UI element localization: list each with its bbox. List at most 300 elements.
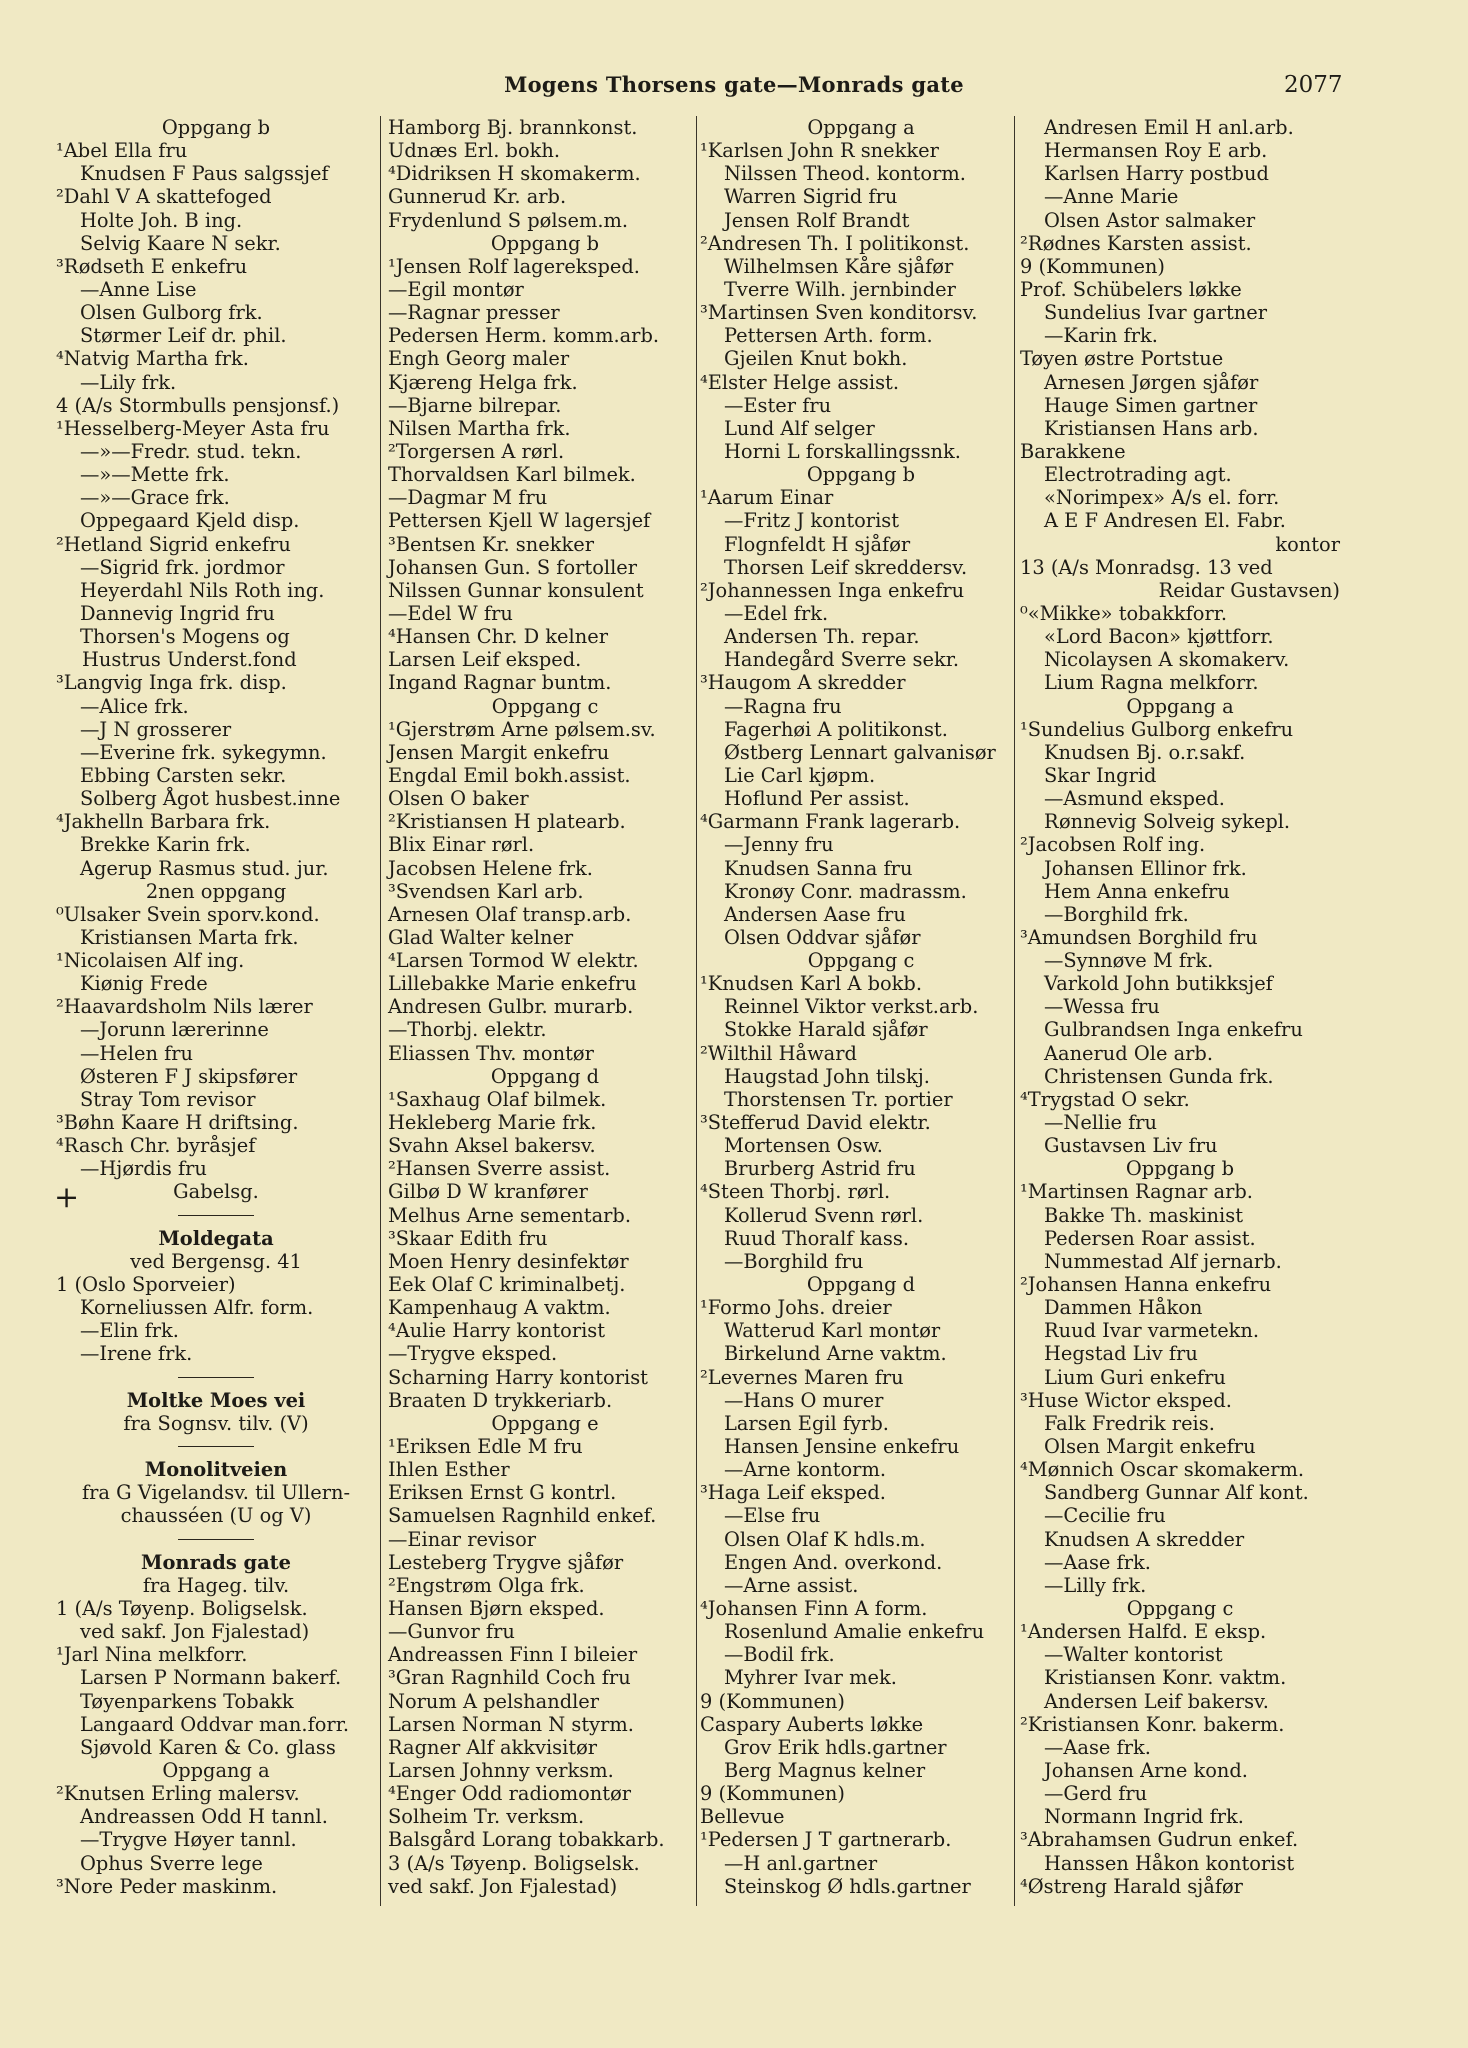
directory-entry: —Trygve eksped.	[388, 1342, 558, 1366]
subheading: Oppgang c	[491, 694, 599, 718]
directory-entry: ⁴Rasch Chr. byråsjef	[56, 1134, 256, 1158]
directory-entry: Knudsen Sanna fru	[724, 856, 913, 880]
directory-entry: Tverre Wilh. jernbinder	[724, 277, 956, 301]
directory-entry: ²Hansen Sverre assist.	[388, 1157, 611, 1181]
directory-entry: Hoflund Per assist.	[724, 787, 910, 811]
directory-column-4	[1020, 116, 1340, 1898]
directory-entry: —Bjarne bilrepar.	[388, 393, 562, 417]
directory-entry: 9 (Kommunen)	[700, 1782, 845, 1806]
directory-entry: ⁴Aulie Harry kontorist	[388, 1319, 606, 1343]
subheading: Oppgang e	[491, 1411, 599, 1435]
directory-entry: —»—Fredr. stud. tekn.	[80, 439, 302, 463]
directory-entry: ¹Aarum Einar	[700, 486, 834, 510]
subheading: Oppgang b	[806, 463, 916, 487]
directory-entry: —Trygve Høyer tannl.	[80, 1828, 297, 1852]
directory-entry: —»—Mette frk.	[80, 463, 230, 487]
directory-entry: Nilsen Martha frk.	[388, 416, 571, 440]
directory-entry: —Lilly frk.	[1044, 1573, 1147, 1597]
directory-entry: Andersen Th. repar.	[724, 625, 920, 649]
directory-entry: Thorsen's Mogens og	[80, 625, 290, 649]
directory-entry: —Einar revisor	[388, 1527, 537, 1551]
directory-entry: Andreassen Odd H tannl.	[80, 1805, 328, 1829]
directory-entry: Electrotrading agt.	[1044, 463, 1232, 487]
directory-entry: Karlsen Harry postbud	[1044, 162, 1269, 186]
directory-entry: ³Svendsen Karl arb.	[388, 879, 584, 903]
directory-entry: —Helen fru	[80, 1041, 194, 1065]
directory-entry: Jensen Margit enkefru	[388, 740, 610, 764]
directory-entry: ³Gran Ragnhild Coch fru	[388, 1666, 631, 1690]
directory-entry: ³Bentsen Kr. snekker	[388, 532, 594, 556]
directory-entry: Solheim Tr. verksm.	[388, 1805, 585, 1829]
directory-entry: Steinskog Ø hdls.gartner	[724, 1874, 971, 1898]
directory-entry: 1 (A/s Tøyenp. Boligselsk.	[56, 1597, 308, 1620]
street-heading: Moldegata	[158, 1226, 274, 1250]
directory-entry: Holte Joh. B ing.	[80, 208, 243, 232]
directory-entry: —Arne kontorm.	[724, 1458, 886, 1482]
directory-entry: Falk Fredrik reis.	[1044, 1411, 1215, 1435]
directory-entry: ⁴Jakhelln Barbara frk.	[56, 810, 271, 834]
directory-entry: Pedersen Roar assist.	[1044, 1226, 1256, 1250]
directory-entry: —Thorbj. elektr.	[388, 1018, 547, 1042]
directory-entry: —Bodil frk.	[724, 1643, 835, 1667]
directory-entry: ¹Formo Johs. dreier	[700, 1296, 892, 1320]
directory-entry: Andresen Emil H anl.arb.	[1044, 116, 1294, 139]
directory-entry: ⁴Elster Helge assist.	[700, 370, 899, 394]
directory-entry: Thorstensen Tr. portier	[724, 1087, 953, 1111]
directory-entry: ³Haga Leif eksped.	[700, 1481, 886, 1505]
directory-entry: Mortensen Osw.	[724, 1134, 883, 1158]
directory-entry: Gunnerud Kr. arb.	[388, 185, 567, 209]
directory-entry: Skar Ingrid	[1044, 763, 1157, 787]
directory-entry: Gulbrandsen Inga enkefru	[1044, 1018, 1303, 1042]
directory-entry: —Elin frk.	[80, 1319, 179, 1343]
directory-entry: Stokke Harald sjåfør	[724, 1018, 928, 1042]
directory-entry: —Everine frk. sykegymn.	[80, 740, 327, 764]
directory-entry: Caspary Auberts løkke	[700, 1712, 924, 1736]
directory-entry: Glad Walter kelner	[388, 925, 574, 949]
subheading: chausséen (U og V)	[120, 1504, 312, 1528]
directory-entry: ³Skaar Edith fru	[388, 1226, 548, 1250]
directory-entry: —Arne assist.	[724, 1573, 859, 1597]
directory-entry: Tøyen østre Portstue	[1020, 347, 1224, 371]
directory-entry: Olsen O baker	[388, 787, 529, 811]
directory-entry: ved sakf. Jon Fjalestad)	[80, 1620, 310, 1644]
directory-entry: —Borghild fru	[724, 1249, 864, 1273]
directory-entry: Larsen P Normann bakerf.	[80, 1666, 342, 1690]
directory-entry: Pettersen Kjell W lagersjef	[388, 509, 651, 533]
directory-entry: Nilssen Gunnar konsulent	[388, 578, 644, 602]
directory-entry: ²Haavardsholm Nils lærer	[56, 995, 313, 1019]
directory-entry: ⁴Hansen Chr. D kelner	[388, 625, 608, 649]
directory-entry: Lesteberg Trygve sjåfør	[388, 1550, 624, 1574]
subheading: fra Sognsv. tilv. (V)	[123, 1411, 309, 1435]
directory-entry: ⁰«Mikke» tobakkforr.	[1020, 601, 1228, 625]
section-divider	[56, 1366, 376, 1389]
directory-entry: Kiønig Frede	[80, 972, 208, 996]
directory-entry: Korneliussen Alfr. form.	[80, 1296, 314, 1320]
directory-entry: ¹Nicolaisen Alf ing.	[56, 949, 245, 973]
directory-entry: —Synnøve M frk.	[1044, 949, 1214, 973]
directory-entry: Reidar Gustavsen)	[1158, 578, 1340, 602]
directory-entry: ²Johannessen Inga enkefru	[700, 578, 965, 602]
directory-entry: Kristiansen Marta frk.	[80, 925, 299, 949]
directory-entry: Ebbing Carsten sekr.	[80, 763, 287, 787]
directory-entry: Ruud Ivar varmetekn.	[1044, 1319, 1260, 1343]
directory-entry: Varkold John butikksjef	[1044, 972, 1273, 996]
directory-entry: —J N grosserer	[80, 717, 232, 741]
directory-entry: Olsen Oddvar sjåfør	[724, 925, 921, 949]
directory-entry: ¹Knudsen Karl A bokb.	[700, 972, 922, 996]
subheading: ved Bergensg. 41	[130, 1249, 302, 1273]
directory-entry: Kristiansen Hans arb.	[1044, 416, 1259, 440]
directory-entry: ⁴Natvig Martha frk.	[56, 347, 249, 371]
directory-entry: Flognfeldt H sjåfør	[724, 532, 911, 556]
subheading: Oppgang c	[1126, 1597, 1234, 1620]
directory-entry: Johansen Gun. S fortoller	[388, 555, 638, 579]
directory-entry: Jensen Rolf Brandt	[724, 208, 910, 232]
directory-entry: ³Nore Peder maskinm.	[56, 1874, 278, 1898]
directory-entry: ved sakf. Jon Fjalestad)	[388, 1874, 618, 1898]
directory-entry: Christensen Gunda frk.	[1044, 1064, 1274, 1088]
directory-entry: Eliassen Thv. montør	[388, 1041, 594, 1065]
directory-entry: ²Kristiansen Konr. bakerm.	[1020, 1712, 1285, 1736]
directory-entry: Larsen Johnny verksm.	[388, 1758, 614, 1782]
directory-entry: Arnesen Jørgen sjåfør	[1044, 370, 1259, 394]
directory-entry: —Jorunn lærerinne	[80, 1018, 269, 1042]
directory-entry: Kjæreng Helga frk.	[388, 370, 578, 394]
directory-entry: ²Hetland Sigrid enkefru	[56, 532, 291, 556]
page-header	[0, 70, 1468, 104]
directory-entry: Birkelund Arne vaktm.	[724, 1342, 947, 1366]
directory-entry: Solberg Ågot husbest.inne	[80, 787, 341, 811]
directory-entry: ¹Hesselberg-Meyer Asta fru	[56, 416, 330, 440]
directory-entry: ¹Abel Ella fru	[56, 139, 188, 163]
section-divider	[56, 1528, 376, 1551]
directory-entry: Blix Einar rørl.	[388, 833, 535, 857]
directory-entry: —Hjørdis fru	[80, 1157, 207, 1181]
directory-entry: ¹Karlsen John R snekker	[700, 139, 939, 163]
directory-entry: Udnæs Erl. bokh.	[388, 139, 561, 163]
directory-entry: Johansen Ellinor frk.	[1044, 856, 1247, 880]
cross-mark: +	[54, 1180, 80, 1215]
directory-entry: ⁴Didriksen H skomakerm.	[388, 162, 641, 186]
directory-entry: 4 (A/s Stormbulls pensjonsf.)	[56, 393, 340, 417]
directory-entry: Larsen Norman N styrm.	[388, 1712, 634, 1736]
directory-entry: Dammen Håkon	[1044, 1296, 1203, 1320]
directory-entry: Lium Guri enkefru	[1044, 1365, 1226, 1389]
directory-entry: Dannevig Ingrid fru	[80, 601, 275, 625]
directory-entry: ¹Martinsen Ragnar arb.	[1020, 1180, 1253, 1204]
street-heading: Moltke Moes vei	[126, 1388, 306, 1412]
directory-entry: —Anne Marie	[1044, 185, 1179, 209]
directory-entry: Engdal Emil bokh.assist.	[388, 763, 631, 787]
directory-entry: Hamborg Bj. brannkonst.	[388, 116, 638, 139]
directory-entry: Gilbø D W kranfører	[388, 1180, 588, 1204]
subheading: Oppgang b	[490, 231, 600, 255]
directory-entry: Thorvaldsen Karl bilmek.	[388, 463, 636, 487]
directory-entry: Handegård Sverre sekr.	[724, 648, 960, 672]
subheading: Oppgang a	[162, 1758, 270, 1782]
directory-entry: ¹Jensen Rolf lagereksped.	[388, 254, 640, 278]
directory-entry: ²Rødnes Karsten assist.	[1020, 231, 1252, 255]
directory-entry: ⁴Enger Odd radiomontør	[388, 1782, 632, 1806]
directory-entry: —Irene frk.	[80, 1342, 193, 1366]
directory-entry: 3 (A/s Tøyenp. Boligselsk.	[388, 1851, 640, 1875]
directory-entry: Reinnel Viktor verkst.arb.	[724, 995, 979, 1019]
directory-entry: kontor	[1275, 532, 1340, 556]
directory-entry: Østeren F J skipsfører	[80, 1064, 298, 1088]
directory-entry: Barakkene	[1020, 439, 1126, 463]
directory-entry: Balsgård Lorang tobakkarb.	[388, 1828, 665, 1852]
directory-entry: Brurberg Astrid fru	[724, 1157, 916, 1181]
directory-entry: Hansen Jensine enkefru	[724, 1435, 960, 1459]
directory-entry: Rønnevig Solveig sykepl.	[1044, 810, 1291, 834]
directory-entry: ⁴Steen Thorbj. rørl.	[700, 1180, 891, 1204]
directory-entry: Fagerhøi A politikonst.	[724, 717, 948, 741]
directory-entry: A E F Andresen El. Fabr.	[1044, 509, 1286, 533]
directory-entry: ³Haugom A skredder	[700, 671, 906, 695]
directory-entry: Bakke Th. maskinist	[1044, 1203, 1243, 1227]
directory-entry: Ihlen Esther	[388, 1458, 510, 1482]
subheading: Oppgang d	[490, 1064, 600, 1088]
directory-entry: Andersen Leif bakersv.	[1044, 1689, 1269, 1713]
directory-entry: Ingand Ragnar buntm.	[388, 671, 612, 695]
directory-entry: ³Huse Wictor eksped.	[1020, 1388, 1232, 1412]
directory-entry: Størmer Leif dr. phil.	[80, 324, 287, 348]
subheading: Oppgang b	[161, 116, 271, 139]
directory-entry: —Alice frk.	[80, 694, 189, 718]
directory-entry: Hauge Simen gartner	[1044, 393, 1258, 417]
street-heading: Monolitveien	[144, 1458, 288, 1482]
directory-entry: —H anl.gartner	[724, 1851, 878, 1875]
directory-entry: Hekleberg Marie frk.	[388, 1111, 597, 1135]
directory-entry: Larsen Leif eksped.	[388, 648, 582, 672]
directory-entry: «Lord Bacon» kjøttforr.	[1044, 625, 1274, 649]
directory-column-2	[388, 116, 702, 1898]
directory-entry: —Ragnar presser	[388, 301, 560, 325]
directory-entry: —Aase frk.	[1044, 1735, 1151, 1759]
directory-column-1	[56, 116, 376, 1898]
directory-entry: Gjeilen Knut bokh.	[724, 347, 908, 371]
directory-entry: ²Andresen Th. I politikonst.	[700, 231, 970, 255]
directory-entry: —Asmund eksped.	[1044, 787, 1225, 811]
directory-entry: Hansen Bjørn eksped.	[388, 1597, 605, 1620]
directory-entry: Knudsen A skredder	[1044, 1527, 1245, 1551]
directory-entry: Watterud Karl montør	[724, 1319, 941, 1343]
directory-entry: Heyerdahl Nils Roth ing.	[80, 578, 325, 602]
directory-entry: Pedersen Herm. komm.arb.	[388, 324, 660, 348]
directory-entry: Braaten D trykkeriarb.	[388, 1388, 613, 1412]
directory-entry: Kollerud Svenn rørl.	[724, 1203, 924, 1227]
directory-entry: Myhrer Ivar mek.	[724, 1666, 897, 1690]
directory-entry: Hermansen Roy E arb.	[1044, 139, 1268, 163]
directory-entry: Olsen Margit enkefru	[1044, 1435, 1256, 1459]
directory-entry: Ruud Thoralf kass.	[724, 1226, 909, 1250]
directory-entry: —Ragna fru	[724, 694, 842, 718]
directory-entry: Olsen Astor salmaker	[1044, 208, 1256, 232]
directory-entry: Sjøvold Karen & Co. glass	[80, 1735, 336, 1759]
directory-entry: Selvig Kaare N sekr.	[80, 231, 281, 255]
directory-entry: Larsen Egil fyrb.	[724, 1411, 889, 1435]
directory-entry: Olsen Olaf K hdls.m.	[724, 1527, 926, 1551]
directory-entry: Østberg Lennart galvanisør	[724, 740, 996, 764]
directory-entry: ²Dahl V A skattefoged	[56, 185, 272, 209]
directory-entry: Hem Anna enkefru	[1044, 879, 1230, 903]
directory-entry: —Egil montør	[388, 277, 524, 301]
directory-entry: Eriksen Ernst G kontrl.	[388, 1481, 617, 1505]
directory-entry: Oppegaard Kjeld disp.	[80, 509, 300, 533]
directory-entry: Berg Magnus kelner	[724, 1758, 926, 1782]
directory-entry: Hanssen Håkon kontorist	[1044, 1851, 1295, 1875]
directory-entry: Hegstad Liv fru	[1044, 1342, 1198, 1366]
directory-entry: Svahn Aksel bakersv.	[388, 1134, 596, 1158]
directory-entry: ³Abrahamsen Gudrun enkef.	[1020, 1828, 1299, 1852]
directory-entry: Knudsen Bj. o.r.sakf.	[1044, 740, 1246, 764]
directory-entry: —Sigrid frk. jordmor	[80, 555, 285, 579]
directory-entry: Hustrus Underst.fond	[82, 648, 297, 672]
directory-entry: —Lily frk.	[80, 370, 177, 394]
directory-entry: Tøyenparkens Tobakk	[80, 1689, 294, 1713]
directory-entry: ²Torgersen A rørl.	[388, 439, 565, 463]
directory-entry: Ragner Alf akkvisitør	[388, 1735, 598, 1759]
directory-entry: —Walter kontorist	[1044, 1643, 1223, 1667]
subheading: Oppgang d	[806, 1273, 916, 1297]
directory-entry: Andersen Aase fru	[724, 902, 906, 926]
subheading: Oppgang a	[807, 116, 915, 139]
directory-entry: Samuelsen Ragnhild enkef.	[388, 1504, 657, 1528]
directory-entry: Norum A pelshandler	[388, 1689, 600, 1713]
directory-entry: Arnesen Olaf transp.arb.	[388, 902, 632, 926]
directory-entry: Thorsen Leif skreddersv.	[724, 555, 968, 579]
directory-entry: Normann Ingrid frk.	[1044, 1805, 1244, 1829]
street-heading: Monrads gate	[141, 1550, 291, 1574]
directory-entry: Sandberg Gunnar Alf kont.	[1044, 1481, 1309, 1505]
directory-entry: ²Jacobsen Rolf ing.	[1020, 833, 1206, 857]
directory-entry: ⁴Johansen Finn A form.	[700, 1597, 928, 1620]
directory-entry: —Anne Lise	[80, 277, 197, 301]
directory-entry: Engen And. overkond.	[724, 1550, 943, 1574]
directory-entry: —Edel W fru	[388, 601, 513, 625]
directory-entry: ²Engstrøm Olga frk.	[388, 1573, 585, 1597]
directory-entry: ³Rødseth E enkefru	[56, 254, 248, 278]
directory-entry: ³Bøhn Kaare H driftsing.	[56, 1111, 299, 1135]
subheading: Oppgang a	[1126, 694, 1234, 718]
directory-entry: —Wessa fru	[1044, 995, 1160, 1019]
directory-entry: ¹Pedersen J T gartnerarb.	[700, 1828, 952, 1852]
directory-entry: ¹Sundelius Gulborg enkefru	[1020, 717, 1294, 741]
directory-entry: Nummestad Alf jernarb.	[1044, 1249, 1282, 1273]
directory-entry: Johansen Arne kond.	[1044, 1758, 1248, 1782]
directory-entry: ²Kristiansen H platearb.	[388, 810, 626, 834]
directory-entry: —»—Grace frk.	[80, 486, 230, 510]
directory-entry: Lie Carl kjøpm.	[724, 763, 876, 787]
directory-entry: Frydenlund S pølsem.m.	[388, 208, 629, 232]
directory-entry: Eek Olaf C kriminalbetj.	[388, 1273, 626, 1297]
directory-entry: ³Martinsen Sven konditorsv.	[700, 301, 978, 325]
page-number: 2077	[1284, 72, 1343, 98]
directory-entry: Jacobsen Helene frk.	[388, 856, 593, 880]
directory-entry: Moen Henry desinfektør	[388, 1249, 629, 1273]
directory-entry: —Edel frk.	[724, 601, 829, 625]
directory-entry: ⁴Trygstad O sekr.	[1020, 1087, 1190, 1111]
directory-entry: Grov Erik hdls.gartner	[724, 1735, 947, 1759]
directory-entry: Nilssen Theod. kontorm.	[724, 162, 966, 186]
section-divider	[56, 1435, 376, 1458]
directory-entry: Kronøy Conr. madrassm.	[724, 879, 967, 903]
directory-entry: ³Amundsen Borghild fru	[1020, 925, 1258, 949]
directory-entry: Olsen Gulborg frk.	[80, 301, 263, 325]
subheading: Oppgang c	[807, 949, 915, 973]
directory-entry: 9 (Kommunen)	[700, 1689, 845, 1713]
directory-entry: «Norimpex» A/s el. forr.	[1044, 486, 1280, 510]
subheading: Oppgang b	[1125, 1157, 1235, 1181]
subheading: 2nen oppgang	[145, 879, 287, 903]
section-divider	[56, 1204, 376, 1227]
directory-entry: —Jenny fru	[724, 833, 834, 857]
directory-entry: Knudsen F Paus salgssjef	[80, 162, 329, 186]
directory-entry: Lium Ragna melkforr.	[1044, 671, 1259, 695]
directory-entry: Andreassen Finn I bileier	[388, 1643, 638, 1667]
directory-entry: Ophus Sverre lege	[80, 1851, 263, 1875]
directory-entry: ¹Eriksen Edle M fru	[388, 1435, 583, 1459]
subheading: Gabelsg.	[173, 1180, 259, 1204]
directory-entry: —Borghild frk.	[1044, 902, 1189, 926]
directory-entry: Horni L forskallingssnk.	[724, 439, 961, 463]
directory-entry: ¹Gjerstrøm Arne pølsem.sv.	[388, 717, 656, 741]
directory-entry: Aanerud Ole arb.	[1044, 1041, 1214, 1065]
directory-entry: —Gerd fru	[1044, 1782, 1148, 1806]
directory-entry: ⁴Garmann Frank lagerarb.	[700, 810, 961, 834]
directory-entry: ²Wilthil Håward	[700, 1041, 857, 1065]
directory-entry: —Cecilie fru	[1044, 1504, 1166, 1528]
subheading: fra Hageg. tilv.	[142, 1573, 290, 1597]
directory-entry: Melhus Arne sementarb.	[388, 1203, 631, 1227]
directory-entry: Kristiansen Konr. vaktm.	[1044, 1666, 1287, 1690]
directory-entry: ¹Saxhaug Olaf bilmek.	[388, 1087, 607, 1111]
directory-entry: Lillebakke Marie enkefru	[388, 972, 637, 996]
directory-entry: ⁴Østreng Harald sjåfør	[1020, 1874, 1243, 1898]
directory-entry: —Hans O murer	[724, 1388, 884, 1412]
directory-entry: Nicolaysen A skomakerv.	[1044, 648, 1290, 672]
directory-entry: Gustavsen Liv fru	[1044, 1134, 1218, 1158]
directory-entry: ²Johansen Hanna enkefru	[1020, 1273, 1272, 1297]
directory-entry: ¹Jarl Nina melkforr.	[56, 1643, 248, 1667]
column-rule	[380, 116, 381, 1906]
directory-entry: Scharning Harry kontorist	[388, 1365, 648, 1389]
directory-entry: Kampenhaug A vaktm.	[388, 1296, 611, 1320]
page-title: Mogens Thorsens gate—Monrads gate	[504, 72, 964, 97]
directory-entry: 13 (A/s Monradsg. 13 ved	[1020, 555, 1273, 579]
directory-entry: Haugstad John tilskj.	[724, 1064, 930, 1088]
directory-column-3	[700, 116, 1022, 1898]
directory-entry: —Else fru	[724, 1504, 821, 1528]
directory-entry: Andresen Gulbr. murarb.	[388, 995, 634, 1019]
directory-entry: —Karin frk.	[1044, 324, 1158, 348]
directory-entry: —Gunvor fru	[388, 1620, 515, 1644]
directory-entry: ⁰Ulsaker Svein sporv.kond.	[56, 902, 320, 926]
directory-entry: —Ester fru	[724, 393, 832, 417]
directory-entry: Pettersen Arth. form.	[724, 324, 933, 348]
directory-entry: —Fritz J kontorist	[724, 509, 900, 533]
directory-entry: ³Stefferud David elektr.	[700, 1111, 931, 1135]
directory-entry: ⁴Mønnich Oscar skomakerm.	[1020, 1458, 1305, 1482]
directory-entry: Rosenlund Amalie enkefru	[724, 1620, 985, 1644]
directory-entry: 1 (Oslo Sporveier)	[56, 1273, 236, 1297]
directory-entry: ⁴Larsen Tormod W elektr.	[388, 949, 639, 973]
directory-entry: ¹Andersen Halfd. E eksp.	[1020, 1620, 1267, 1644]
directory-entry: Bellevue	[700, 1805, 785, 1829]
directory-entry: Stray Tom revisor	[80, 1087, 256, 1111]
